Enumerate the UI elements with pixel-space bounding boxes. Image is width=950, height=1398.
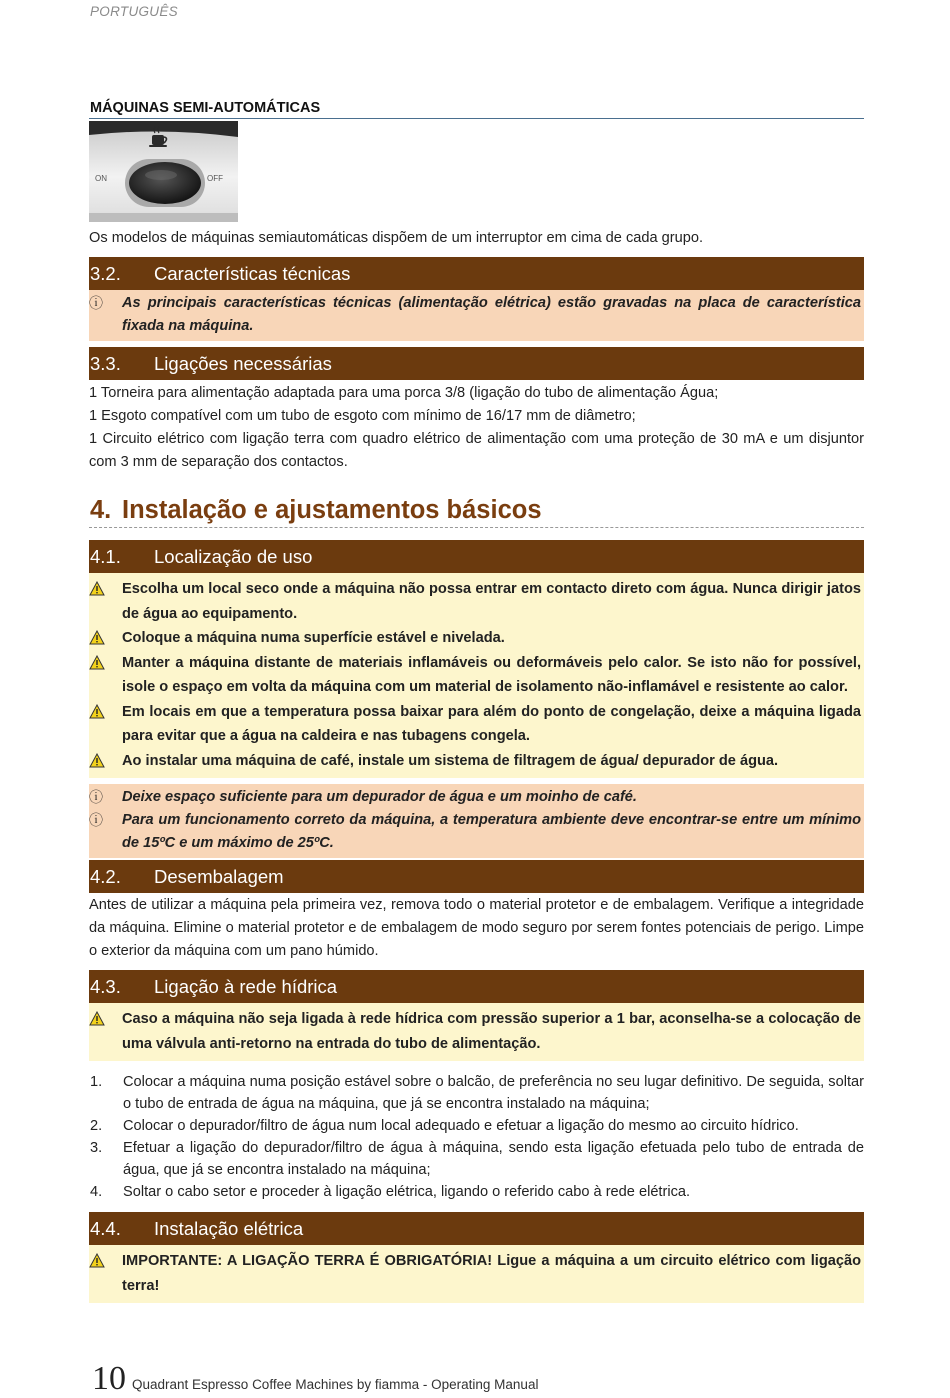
list-item: 4. Soltar o cabo setor e proceder à ligação elétrica, ligando o referido cabo à rede elétrica. xyxy=(90,1184,691,1200)
section-4-3-heading xyxy=(89,970,864,1003)
section-title: Características técnicas xyxy=(154,262,351,284)
section-4-1-heading xyxy=(89,540,864,573)
unpacking-text: Antes de utilizar a máquina pela primeira vez, remova todo o material protetor e de embalagem. Verifique a integridade da máquina. Elimine o material protetor e de embalagem de modo seguro por serem fontes potenciais de perigo. Limpe o exterior da máquina com um pano húmido. xyxy=(89,897,864,959)
warning-icon xyxy=(89,651,122,670)
info-icon: ⓘ xyxy=(89,812,103,828)
section-4-4-heading xyxy=(89,1212,864,1245)
info-note: ⓘ As principais características técnicas (alimentação elétrica) estão gravadas na placa de característica fixada na máquina. xyxy=(89,292,861,338)
section-number: 4.4. xyxy=(90,1217,121,1239)
language-header: PORTUGUÊS xyxy=(90,4,178,19)
warning-item: Ao instalar uma máquina de café, instale um sistema de filtragem de água/ depurador de água. xyxy=(89,749,861,774)
section-title: Desembalagem xyxy=(154,865,284,887)
warning-item: Manter a máquina distante de materiais inflamáveis ou deformáveis pelo calor. Se isto não for possível, isole o espaço em volta da máquina com um material de isolamento não-inflamável e resistente ao calor. xyxy=(89,651,861,700)
warning-item: Em locais em que a temperatura possa baixar para além do ponto de congelação, deixe a máquina ligada para evitar que a água na caldeira e nas tubagens congela. xyxy=(89,700,861,749)
warning-icon xyxy=(89,749,122,768)
chapter-4-heading: 4. Instalação e ajustamentos básicos xyxy=(89,496,864,528)
required-connections-list xyxy=(89,382,864,474)
installation-steps xyxy=(89,1071,864,1203)
on-off-knob xyxy=(129,162,201,204)
connection-line: 1 Torneira para alimentação adaptada para uma porca 3/8 (ligação do tubo de alimentação Água; xyxy=(89,385,719,401)
section-3-2-heading xyxy=(89,257,864,290)
section-4-2-heading xyxy=(89,860,864,893)
section-number: 4.2. xyxy=(90,865,121,887)
connection-line: 1 Esgoto compatível com um tubo de esgoto com mínimo de 16/17 mm de diâmetro; xyxy=(89,408,636,424)
info-icon: ⓘ xyxy=(89,789,103,805)
section-title: Ligações necessárias xyxy=(154,352,332,374)
warning-item: Caso a máquina não seja ligada à rede hídrica com pressão superior a 1 bar, aconselha-se a colocação de uma válvula anti-retorno na entrada do tubo de alimentação. xyxy=(89,1007,861,1056)
warning-item: IMPORTANTE: A LIGAÇÃO TERRA É OBRIGATÓRIA! Ligue a máquina a um circuito elétrico com ligação terra! xyxy=(89,1249,861,1298)
on-off-switch-photo xyxy=(89,121,238,222)
section-number: 4.1. xyxy=(90,545,121,567)
warning-icon xyxy=(89,1249,122,1268)
section-title: Instalação elétrica xyxy=(154,1217,304,1239)
info-note: ⓘ Para um funcionamento correto da máquina, a temperatura ambiente deve encontrar-se entre um mínimo de 15ºC e um máximo de 25ºC. xyxy=(89,809,861,855)
semi-automatic-text: Os modelos de máquinas semiautomáticas dispõem de um interruptor em cima de cada grupo. xyxy=(89,230,704,246)
section-number: 3.2. xyxy=(90,262,121,284)
warning-icon xyxy=(89,700,122,719)
section-title: Localização de uso xyxy=(154,545,313,567)
warning-icon xyxy=(89,1007,122,1026)
warning-item: Coloque a máquina numa superfície estável e nivelada. xyxy=(89,626,861,651)
page-footer xyxy=(92,1360,538,1398)
list-item: 3. Efetuar a ligação do depurador/filtro de água à máquina, sendo esta ligação efetuada pelo tubo de entrada de água, que já se encontra instalado na máquina; xyxy=(90,1140,864,1178)
list-item: 2. Colocar o depurador/filtro de água num local adequado e efetuar a ligação do mesmo ao circuito hídrico. xyxy=(90,1118,799,1134)
off-label: OFF xyxy=(207,174,223,183)
connection-line: 1 Circuito elétrico com ligação terra com quadro elétrico de alimentação com uma proteção de 30 mA e um disjuntor com 3 mm de separação dos contactos. xyxy=(89,431,864,470)
info-box xyxy=(89,290,864,341)
warning-box xyxy=(89,573,864,778)
info-box xyxy=(89,784,864,858)
section-number: 4.3. xyxy=(90,975,121,997)
semi-automatic-heading: MÁQUINAS SEMI-AUTOMÁTICAS xyxy=(89,99,864,119)
warning-box xyxy=(89,1003,864,1061)
section-number: 3.3. xyxy=(90,352,121,374)
on-label: ON xyxy=(95,174,107,183)
section-3-3-heading xyxy=(89,347,864,380)
info-note: ⓘ Deixe espaço suficiente para um depurador de água e um moinho de café. xyxy=(89,786,861,809)
info-icon: ⓘ xyxy=(89,295,103,311)
warning-box xyxy=(89,1245,864,1303)
warning-icon xyxy=(89,577,122,596)
warning-item: Escolha um local seco onde a máquina não possa entrar em contacto direto com água. Nunca dirigir jatos de água ao equipamento. xyxy=(89,577,861,626)
page-content xyxy=(89,99,864,1303)
warning-icon xyxy=(89,626,122,645)
section-title: Ligação à rede hídrica xyxy=(154,975,338,997)
manual-title: Quadrant Espresso Coffee Machines by fiamma - Operating Manual xyxy=(132,1377,539,1392)
page-number: 10 xyxy=(92,1360,126,1397)
list-item: 1. Colocar a máquina numa posição estável sobre o balcão, de preferência no seu lugar definitivo. De seguida, soltar o tubo de entrada de água na máquina, que já se encontra instalado na máquina; xyxy=(90,1074,864,1112)
